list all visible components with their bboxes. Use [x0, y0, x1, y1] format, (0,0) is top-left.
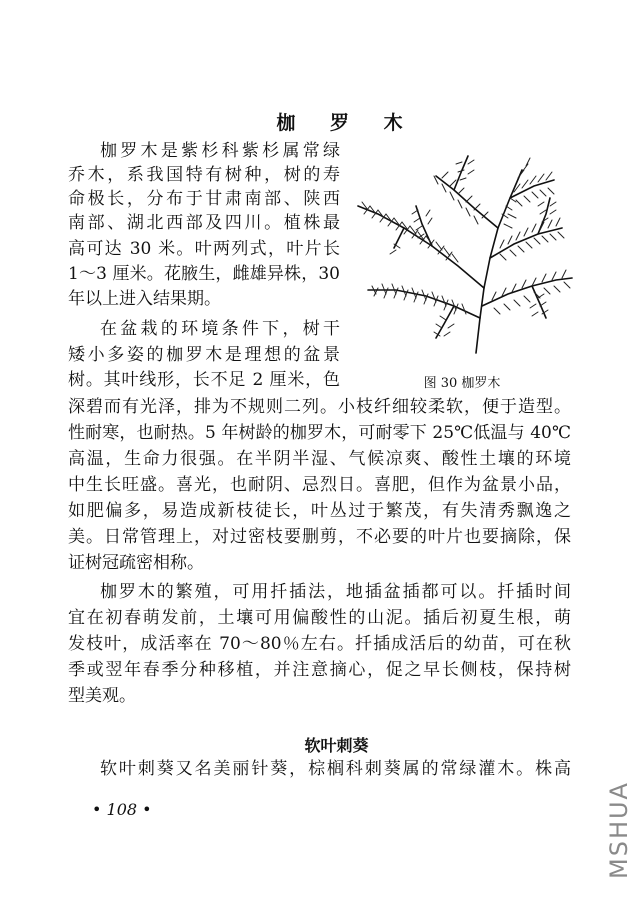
text-line: 如肥偏多，易造成新枝徒长，叶丛过于繁茂，有失清秀飘逸之	[68, 501, 571, 521]
text-line: 发枝叶，成活率在 70～80％左右。扦插成活后的幼苗，可在秋	[68, 634, 571, 654]
text-line: 季或翌年春季分种移植，并注意摘心，促之早长侧枝，保持树	[68, 660, 571, 680]
text-line: 在盆栽的环境条件下，树干	[100, 319, 340, 339]
text-line: 美。日常管理上，对过密枝要删剪，不必要的叶片也要摘除，保	[68, 527, 571, 547]
watermark	[603, 770, 635, 890]
text-line: 证树冠疏密相称。	[68, 553, 204, 573]
text-line: 型美观。	[68, 686, 136, 706]
text-line: 矮小多姿的枷罗木是理想的盆景	[68, 345, 340, 365]
page-title: 枷 罗 木	[276, 112, 417, 134]
watermark-text: MSHUA	[605, 781, 634, 879]
yew-branch-illustration	[350, 148, 578, 356]
page-number: • 108 •	[92, 800, 152, 819]
text-line: 宜在初春萌发前，土壤可用偏酸性的山泥。插后初夏生根，萌	[68, 608, 571, 628]
text-line: 高温，生命力很强。在半阴半湿、气候凉爽、酸性土壤的环境	[68, 449, 571, 469]
text-line: 深碧而有光泽，排为不规则二列。小枝纤细较柔软，便于造型。	[68, 397, 571, 417]
text-line: 中生长旺盛。喜光，也耐阴、忌烈日。喜肥，但作为盆景小品，	[68, 475, 571, 495]
text-line: 1～3 厘米。花腋生，雌雄异株，30	[68, 264, 340, 284]
text-line: 枷罗木是紫杉科紫杉属常绿	[100, 141, 340, 161]
text-line: 软叶刺葵又名美丽针葵，棕榈科刺葵属的常绿灌木。株高	[100, 759, 571, 779]
figure-caption: 图 30 枷罗木	[423, 376, 501, 391]
text-line: 年以上进入结果期。	[68, 289, 221, 309]
section-title: 软叶刺葵	[304, 736, 369, 755]
text-line: 南部、湖北西部及四川。植株最	[68, 213, 340, 233]
text-line: 枷罗木的繁殖，可用扦插法，地插盆插都可以。扦插时间	[100, 582, 571, 602]
text-line: 性耐寒，也耐热。5 年树龄的枷罗木，可耐零下 25℃低温与 40℃	[68, 423, 571, 443]
text-line: 乔木，系我国特有树种，树的寿	[68, 165, 340, 185]
text-line: 高可达 30 米。叶两列式，叶片长	[68, 239, 340, 259]
text-line: 命极长，分布于甘肃南部、陕西	[68, 189, 340, 209]
text-line: 树。其叶线形，长不足 2 厘米，色	[68, 370, 340, 390]
